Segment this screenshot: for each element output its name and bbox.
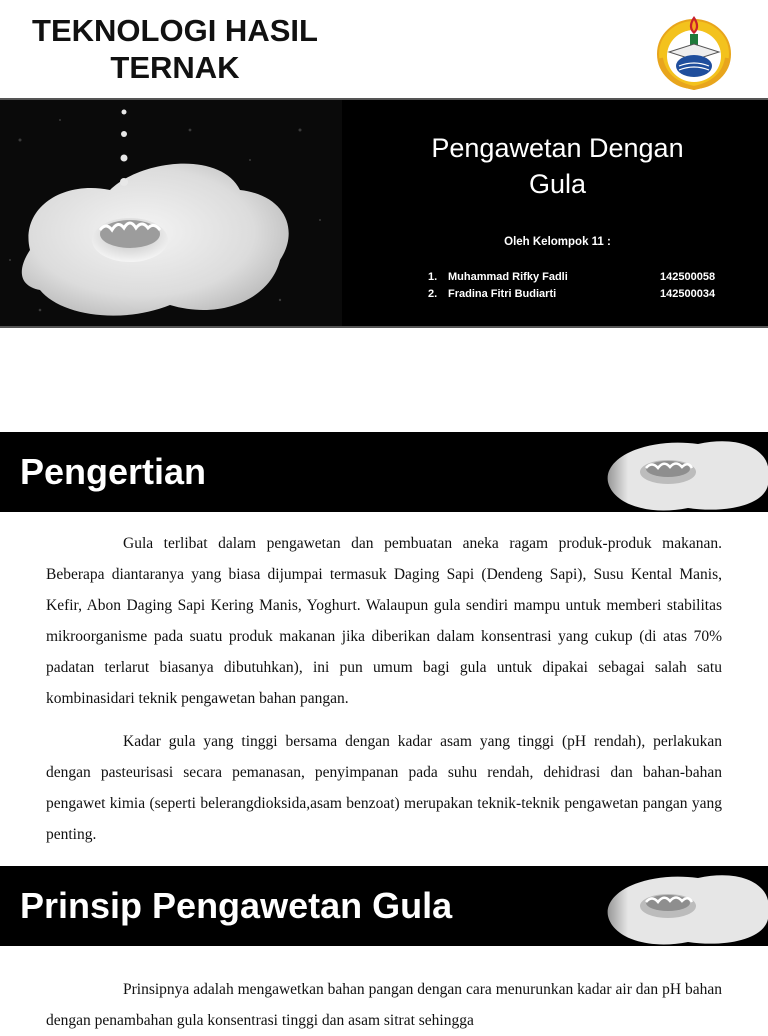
paragraph: Gula terlibat dalam pengawetan dan pembuatan aneka ragam produk-produk makanan. Beberapa diantaranya yang biasa dijumpai termasuk Daging Sapi (Dendeng Sapi), Susu Kental Manis, Kefir, Abon Daging Sapi Kering Manis, Yoghurt. Walaupun gula sendiri mampu untuk memberi stabilitas mikroorganisme pada suatu produk makanan jika diberikan dalam konsentrasi yang cukup (di atas 70% padatan terlarut biasanya dibutuhkan), ini pun umum bagi gula untuk dipakai sebagai salah satu kombinasidari teknik pengawetan bahan pangan. <box>46 535 722 707</box>
presentation-title-line1: Pengawetan Dengan <box>431 133 684 163</box>
university-emblem-icon <box>655 8 733 90</box>
paragraph: Prinsipnya adalah mengawetkan bahan pangan dengan cara menurunkan kadar air dan pH bahan dengan penambahan gula konsentrasi tinggi dan asam sitrat sehingga <box>46 981 722 1029</box>
member-row <box>428 285 728 302</box>
milk-splash-icon <box>0 100 342 326</box>
document-title-line2: TERNAK <box>110 50 240 85</box>
member-number: 2. <box>428 287 438 300</box>
section-heading: Pengertian <box>20 451 207 492</box>
document-title <box>0 12 350 86</box>
presentation-title-line2: Gula <box>528 169 587 199</box>
section-header-pengertian <box>0 432 768 512</box>
presentation-title <box>400 130 715 202</box>
document-title-line1: TEKNOLOGI HASIL <box>32 13 318 48</box>
section-heading: Prinsip Pengawetan Gula <box>20 885 453 926</box>
paragraph: Kadar gula yang tinggi bersama dengan kadar asam yang tinggi (pH rendah), perlakukan dengan pasteurisasi secara pemanasan, penyimpanan pada suhu rendah, dehidrasi dan bahan-bahan pengawet kimia (seperti belerangdioksida,asam benzoat) merupakan teknik-teknik pengawetan pangan yang penting. <box>46 733 722 843</box>
section-header-prinsip <box>0 866 768 946</box>
member-id: 142500058 <box>660 270 716 283</box>
member-row <box>428 268 728 285</box>
member-name: Fradina Fitri Budiarti <box>448 287 557 300</box>
title-banner <box>0 98 768 328</box>
group-byline: Oleh Kelompok 11 : <box>504 236 611 248</box>
milk-splash-icon <box>568 866 768 946</box>
member-number: 1. <box>428 270 438 283</box>
milk-splash-icon <box>568 432 768 512</box>
member-name: Muhammad Rifky Fadli <box>448 270 568 283</box>
member-list <box>428 268 728 302</box>
member-id: 142500034 <box>660 287 716 300</box>
